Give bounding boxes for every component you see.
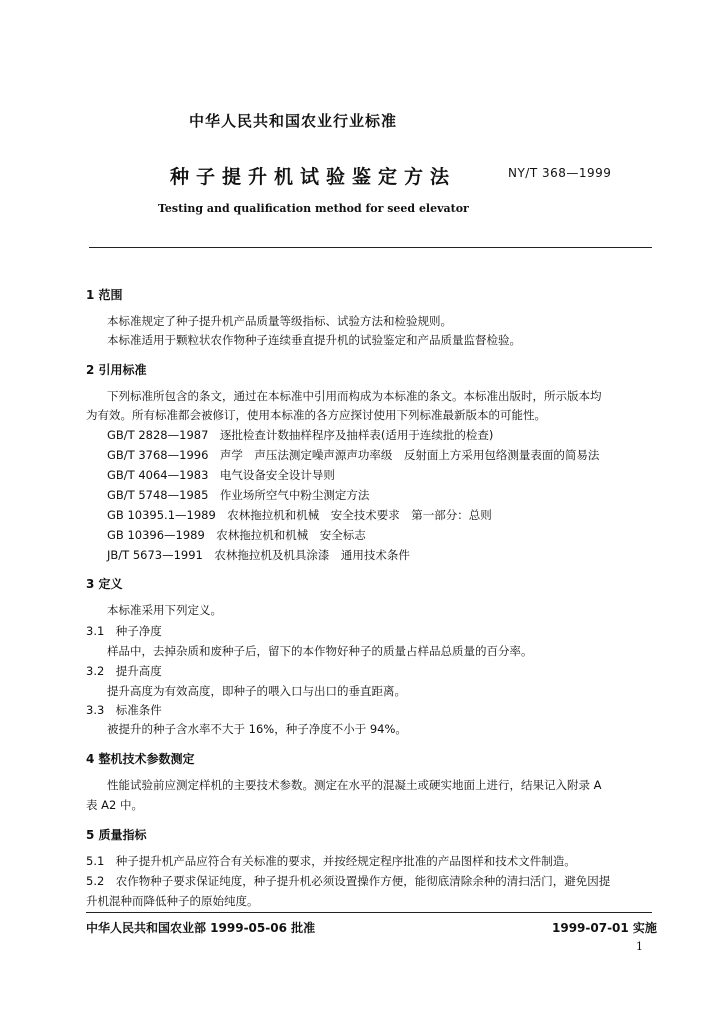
definition-heading: 3.3 标准条件 [86,703,162,717]
paragraph: 5.1 种子提升机产品应符合有关标准的要求，并按经规定程序批准的产品图样和技术文件制造。 [86,854,576,868]
definition-heading: 3.2 提升高度 [86,664,162,678]
approval-date: 中华人民共和国农业部 1999-05-06 批准 [86,921,316,935]
definition-heading: 3.1 种子净度 [86,624,162,638]
footer-rule [86,912,652,913]
reference-item: GB 10396—1989 农林拖拉机和机械 安全标志 [107,528,366,542]
definition-text: 样品中，去掉杂质和废种子后，留下的本作物好种子的质量占样品总质量的百分率。 [107,644,533,658]
reference-item: GB/T 5748—1985 作业场所空气中粉尘测定方法 [107,488,370,502]
paragraph: 升机混种而降低种子的原始纯度。 [86,894,259,908]
definition-text: 提升高度为有效高度，即种子的喂入口与出口的垂直距离。 [107,684,406,698]
paragraph: 本标准适用于颗粒状农作物种子连续垂直提升机的试验鉴定和产品质量监督检验。 [107,333,521,347]
page-number: 1 [636,940,643,953]
paragraph: 性能试验前应测定样机的主要技术参数。测定在水平的混凝土或硬实地面上进行，结果记入附录 A [107,778,602,792]
reference-item: GB/T 4064—1983 电气设备安全设计导则 [107,468,335,482]
header-rule [89,247,652,248]
english-title: Testing and qualification method for seed elevator [158,202,469,215]
issuing-body: 中华人民共和国农业行业标准 [189,112,398,130]
section-heading-definitions: 3 定义 [86,577,123,591]
definition-text: 被提升的种子含水率不大于 16%，种子净度不小于 94%。 [107,722,407,736]
document-title: 种子提升机试验鉴定方法 [170,166,457,188]
standard-code: NY/T 368—1999 [508,166,612,180]
section-heading-quality: 5 质量指标 [86,828,147,842]
section-heading-references: 2 引用标准 [86,363,147,377]
reference-item: JB/T 5673—1991 农林拖拉机及机具涂漆 通用技术条件 [107,548,410,562]
paragraph: 5.2 农作物种子要求保证纯度，种子提升机必须设置操作方便，能彻底清除余种的清扫活门，避免因提 [86,874,611,888]
paragraph: 表 A2 中。 [86,798,143,812]
section-heading-parameters: 4 整机技术参数测定 [86,752,195,766]
paragraph: 本标准规定了种子提升机产品质量等级指标、试验方法和检验规则。 [107,314,452,328]
implementation-date: 1999-07-01 实施 [552,921,657,935]
paragraph: 本标准采用下列定义。 [107,603,222,617]
paragraph: 下列标准所包含的条文，通过在本标准中引用而构成为本标准的条文。本标准出版时，所示版本均 [107,389,602,403]
reference-item: GB/T 2828—1987 逐批检查计数抽样程序及抽样表(适用于连续批的检查) [107,428,494,442]
paragraph: 为有效。所有标准都会被修订，使用本标准的各方应探讨使用下列标准最新版本的可能性。 [86,408,546,422]
section-heading-scope: 1 范围 [86,288,123,302]
reference-item: GB 10395.1—1989 农林拖拉机和机械 安全技术要求 第一部分：总则 [107,508,492,522]
reference-item: GB/T 3768—1996 声学 声压法测定噪声源声功率级 反射面上方采用包络测量表面的简易法 [107,448,600,462]
